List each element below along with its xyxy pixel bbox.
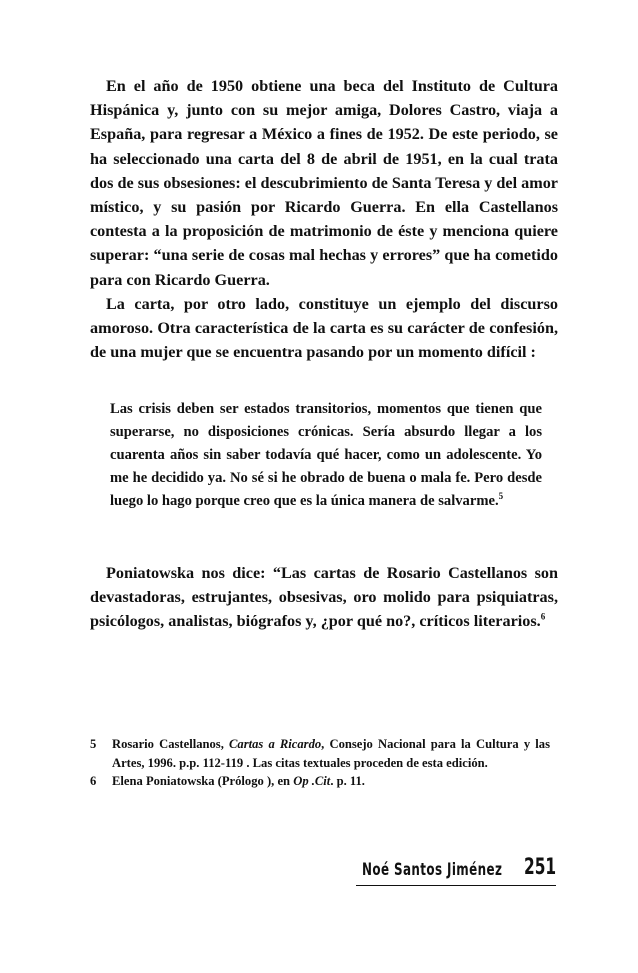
footnote-title: Op .Cit <box>293 774 331 789</box>
footnote-number: 6 <box>90 774 97 789</box>
footer-rule <box>356 885 556 886</box>
footnote-text-start: Rosario Castellanos, <box>112 737 229 751</box>
paragraph-3 <box>90 561 558 634</box>
paragraph-1: En el año de 1950 obtiene una beca del Instituto de Cultura Hispánica y, junto con su mejor amiga, Dolores Castro, viaja a España, para regresar a México a fines de 1952. De este periodo, se ha seleccionado una carta del 8 de abril de 1951, en la cual trata dos de sus obsesiones: el descubrimiento de Santa Teresa y del amor místico, y su pasión por Ricardo Guerra. En ella Castellanos contesta a la proposición de matrimonio de éste y menciona quiere superar: “una serie de cosas mal hechas y errores” que ha cometido para con Ricardo Guerra. <box>90 77 558 289</box>
footnote-5 <box>90 735 550 772</box>
footnote-6 <box>90 772 550 791</box>
footnote-text-start: Elena Poniatowska (Prólogo ), en <box>112 774 294 789</box>
footnote-number: 5 <box>90 737 97 751</box>
footnote-ref-5[interactable]: 5 <box>498 491 504 502</box>
page-number: 251 <box>524 855 557 880</box>
footnote-title: Cartas a Ricardo <box>229 737 322 751</box>
footnote-text-end: , Consejo Nacional para la Cultura y las Artes, 1996. p.p. 112-119 . Las citas textuales proceden de esta edición. <box>112 737 550 770</box>
footnote-text-end: . p. 11. <box>330 774 365 789</box>
footnotes <box>90 735 550 791</box>
running-footer-author: Noé Santos Jiménez <box>362 860 503 880</box>
block-quote <box>110 398 542 513</box>
quote-text: Las crisis deben ser estados transitorios, momentos que tienen que superarse, no disposiciones crónicas. Sería absurdo llegar a los cuarenta años sin saber todavía qué hacer, como un adolescente. Yo me he decidido ya. No sé si he obrado de buena o mala fe. Pero desde luego lo hago porque creo que es la única manera de salvarme. <box>110 401 542 509</box>
paragraph-2: La carta, por otro lado, constituye un ejemplo del discurso amoroso. Otra característica de la carta es su carácter de confesión, de una mujer que se encuentra pasando por un momento difícil : <box>90 294 558 362</box>
quote-paragraph <box>110 398 542 513</box>
after-quote-text <box>90 561 558 634</box>
main-text <box>90 74 558 364</box>
footnote-ref-6[interactable]: 6 <box>540 612 546 623</box>
paragraph-3-text: Poniatowska nos dice: “Las cartas de Rosario Castellanos son devastadoras, estrujantes, obsesivas, oro molido para psiquiatras, psicólogos, analistas, biógrafos y, ¿por qué no?, críticos literarios. <box>90 564 558 631</box>
